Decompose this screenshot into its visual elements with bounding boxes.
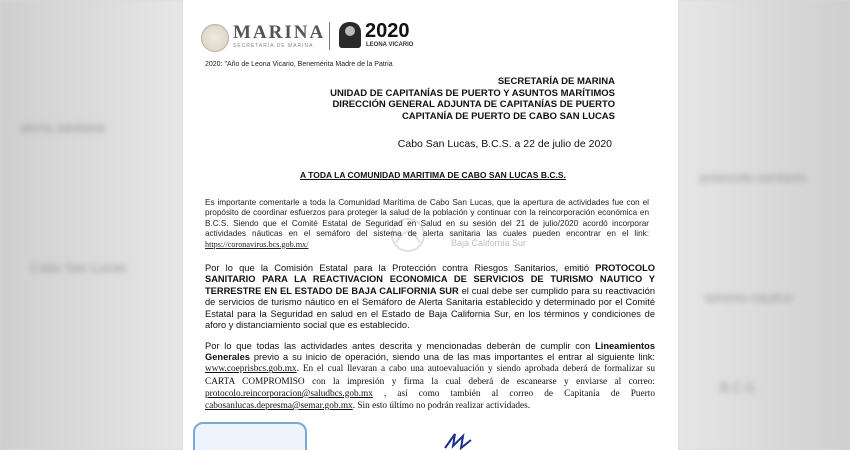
guidelines-title: Lineamientos Generales — [205, 341, 655, 363]
paragraph-guidelines — [205, 341, 655, 412]
paragraph-text: Por lo que la Comisión Estatal para la Protección contra Riesgos Sanitarios, emitió — [205, 263, 596, 273]
heading-line: CAPITANÍA DE PUERTO DE CABO SAN LUCAS — [401, 110, 615, 122]
institution-logo-text: MARINA — [233, 22, 326, 43]
capitania-email-link[interactable]: cabosanlucas.depresma@semar.gob.mx — [205, 401, 353, 412]
signature-icon — [441, 430, 481, 450]
paragraph-text: Por lo que todas las actividades antes descrita y mencionadas deberán de cumplir con — [205, 341, 596, 351]
coronavirus-link[interactable]: https://coronavirus.bcs.gob.mx/ — [205, 239, 309, 249]
year-motto: 2020: "Año de Leona Vicario, Benemérita Madre de la Patria — [205, 61, 393, 68]
paragraph-text: , así como también al correo de Capitanía de Puerto — [372, 388, 655, 399]
heading-line: DIRECCIÓN GENERAL ADJUNTA DE CAPITANÍAS DE PUERTO — [332, 99, 615, 110]
blurred-text: Cabo San Lucas — [30, 260, 127, 275]
institution-subtitle: SECRETARÍA DE MARINA — [233, 43, 314, 49]
year-logo: 2020 — [365, 20, 410, 42]
paragraph-text: . Sin esto último no podrán realizar actividades. — [352, 401, 531, 412]
paragraph-text: . En el cual llevaran a cabo una autoevaluación y siendo aprobada deberá de formalizar su CARTA COMPROMISO con la impresión y firma la cual deberá de escanearse y enviarse al correo: — [205, 364, 655, 387]
year-logo-subtitle: LEONA VICARIO — [366, 42, 414, 48]
coepris-link[interactable]: www.coeprisbcs.gob.mx — [205, 364, 297, 375]
protocol-email-link[interactable]: protocolo.reincorporacion@saludbcs.gob.mx — [205, 388, 373, 399]
paragraph-text: previo a su inicio de operación, siendo una de las mas importantes el entrar al siguiente link: — [249, 352, 655, 363]
letterhead-divider — [329, 22, 330, 50]
heading-line: SECRETARÍA DE MARINA — [497, 76, 615, 87]
sender-heading — [330, 76, 615, 122]
blurred-background-left — [0, 0, 183, 450]
heading-line: UNIDAD DE CAPITANÍAS DE PUERTO Y ASUNTOS MARÍTIMOS — [330, 87, 615, 99]
paragraph-protocol — [205, 263, 655, 331]
official-stamp-icon — [193, 422, 307, 450]
document-page — [183, 0, 678, 450]
paragraph-text: Es importante comentarle a toda la Comunidad Marítima de Cabo San Lucas, que la apertura de actividades fue con el propósito de coordinar esfuerzos para proteger la salud de la población y continuar con la reincorporación económica en B.C.S. Siendo que el Comité Estatal de Seguridad en Salud en su sesión del 21 de julio/2020 acordó incorporar actividades náuticas en el semáforo del sistema de alerta sanitaria las cuales pueden encontrar en el link: — [205, 198, 649, 239]
navy-seal-icon — [201, 24, 229, 52]
paragraph-text: el cual debe ser cumplido para su reactivación de servicios de turismo náutico en el Semáforo de Alerta Sanitaria establecido y determinado por el Comité Estatal para la Seguridad en salud en el Estado de Baja California Sur, en los términos y condiciones de aforo y distanciamiento social que es establecido. — [205, 285, 655, 331]
blurred-background-right — [678, 0, 850, 450]
blurred-text: protocolo sanitario — [700, 170, 807, 185]
protocol-title: PROTOCOLO SANITARIO PARA LA REACTIVACION ECONOMICA DE SERVICIOS DE TURISMO NAUTICO Y TERRESTRE EN EL ESTADO DE BAJA CALIFORNIA SUR — [205, 263, 655, 296]
leona-vicario-portrait-icon — [339, 22, 361, 48]
blurred-text: B.C.S. — [720, 380, 758, 395]
blurred-text: turismo náutico — [705, 290, 794, 305]
addressee-line: A TODA LA COMUNIDAD MARITIMA DE CABO SAN LUCAS B.C.S. — [300, 170, 566, 180]
watermark-logo-icon — [388, 215, 508, 255]
blurred-text: alerta sanitaria — [20, 120, 106, 135]
watermark-text: Baja California Sur — [451, 238, 527, 248]
date-line: Cabo San Lucas, B.C.S. a 22 de julio de 2020 — [397, 138, 612, 150]
